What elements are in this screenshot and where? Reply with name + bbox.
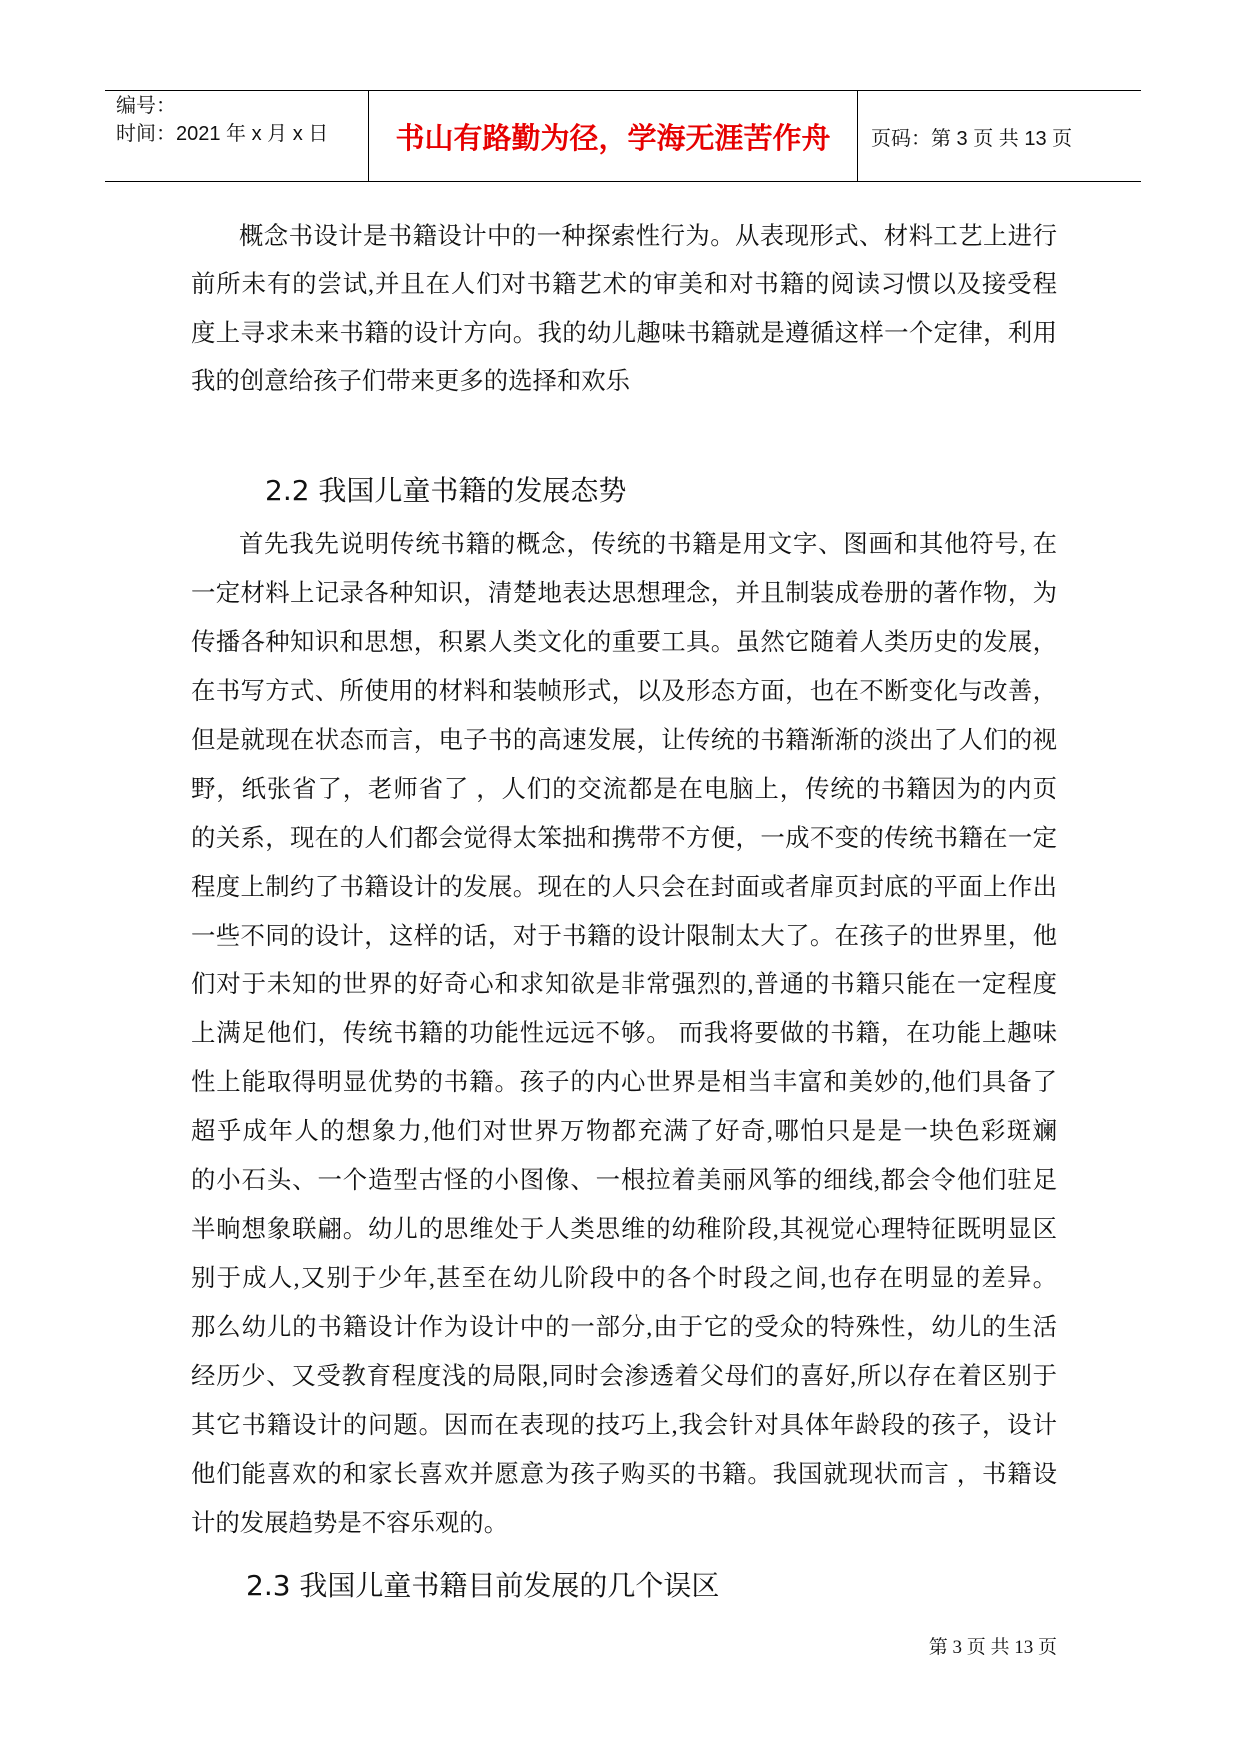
paragraph-line: 在书写方式、所使用的材料和装帧形式，以及形态方面，也在不断变化与改善，: [191, 677, 1057, 705]
header-motto-cell: [369, 91, 858, 181]
header-meta: [105, 91, 369, 181]
paragraph-line: 计的发展趋势是不容乐观的。: [191, 1509, 509, 1537]
paragraph-line: 其它书籍设计的问题。因而在表现的技巧上,我会针对具体年龄段的孩子，设计: [191, 1411, 1057, 1439]
header-motto: 书山有路勤为径，学海无涯苦作舟: [395, 122, 831, 155]
paragraph-line: 的关系，现在的人们都会觉得太笨拙和携带不方便，一成不变的传统书籍在一定: [191, 824, 1057, 852]
paragraph-line: 野，纸张省了，老师省了 ，人们的交流都是在电脑上，传统的书籍因为的内页: [191, 775, 1057, 803]
document-time-label: 时间：2021 年 x 月 x 日: [116, 123, 329, 145]
section-heading-2-2: 2.2 我国儿童书籍的发展态势: [265, 474, 627, 507]
paragraph-line: 传播各种知识和思想，积累人类文化的重要工具。虽然它随着人类历史的发展，: [191, 628, 1057, 656]
paragraph-concept-book: [191, 213, 1057, 407]
paragraph-line: 们对于未知的世界的好奇心和求知欲是非常强烈的,普通的书籍只能在一定程度: [191, 971, 1057, 999]
paragraph-line: 别于成人,又别于少年,甚至在幼儿阶段中的各个时段之间,也存在明显的差异。: [191, 1265, 1057, 1293]
paragraph-line: 首先我先说明传统书籍的概念，传统的书籍是用文字、图画和其他符号, 在: [239, 531, 1057, 558]
paragraph-line: 他们能喜欢的和家长喜欢并愿意为孩子购买的书籍。我国就现状而言 ，书籍设: [191, 1460, 1057, 1488]
paragraph-line: 的小石头、一个造型古怪的小图像、一根拉着美丽风筝的细线,都会令他们驻足: [191, 1167, 1057, 1195]
page-footer-number: 第 3 页 共 13 页: [928, 1637, 1057, 1658]
paragraph-line: 但是就现在状态而言，电子书的高速发展，让传统的书籍渐渐的淡出了人们的视: [191, 726, 1057, 754]
paragraph-line: 一些不同的设计，这样的话，对于书籍的设计限制太大了。在孩子的世界里，他: [191, 922, 1057, 950]
paragraph-line: 程度上制约了书籍设计的发展。现在的人只会在封面或者扉页封底的平面上作出: [191, 873, 1057, 901]
paragraph-line: 性上能取得明显优势的书籍。孩子的内心世界是相当丰富和美妙的,他们具备了: [191, 1069, 1057, 1097]
header-page-code-cell: [858, 91, 1141, 181]
paragraph-line: 度上寻求未来书籍的设计方向。我的幼儿趣味书籍就是遵循这样一个定律，利用: [191, 319, 1057, 347]
paragraph-line: 一定材料上记录各种知识，清楚地表达思想理念，并且制装成卷册的著作物，为: [191, 579, 1057, 607]
section-heading-2-3: 2.3 我国儿童书籍目前发展的几个误区: [246, 1569, 720, 1602]
page-header: [105, 90, 1141, 182]
paragraph-line: 半晌想象联翩。幼儿的思维处于人类思维的幼稚阶段,其视觉心理特征既明显区: [191, 1216, 1057, 1244]
paragraph-line: 上满足他们，传统书籍的功能性远远不够。 而我将要做的书籍，在功能上趣味: [191, 1020, 1057, 1048]
paragraph-traditional-books: [191, 521, 1057, 1549]
paragraph-line: 我的创意给孩子们带来更多的选择和欢乐: [191, 368, 631, 396]
paragraph-line: 前所未有的尝试,并且在人们对书籍艺术的审美和对书籍的阅读习惯以及接受程: [191, 271, 1057, 299]
paragraph-line: 概念书设计是书籍设计中的一种探索性行为。从表现形式、材料工艺上进行: [239, 223, 1057, 250]
paragraph-line: 超乎成年人的想象力,他们对世界万物都充满了好奇,哪怕只是是一块色彩斑斓: [191, 1118, 1057, 1146]
paragraph-line: 那么幼儿的书籍设计作为设计中的一部分,由于它的受众的特殊性，幼儿的生活: [191, 1314, 1057, 1341]
document-number-label: 编号：: [116, 95, 176, 117]
paragraph-line: 经历少、又受教育程度浅的局限,同时会渗透着父母们的喜好,所以存在着区别于: [191, 1362, 1057, 1390]
header-page-code: 页码：第 3 页 共 13 页: [871, 127, 1073, 150]
